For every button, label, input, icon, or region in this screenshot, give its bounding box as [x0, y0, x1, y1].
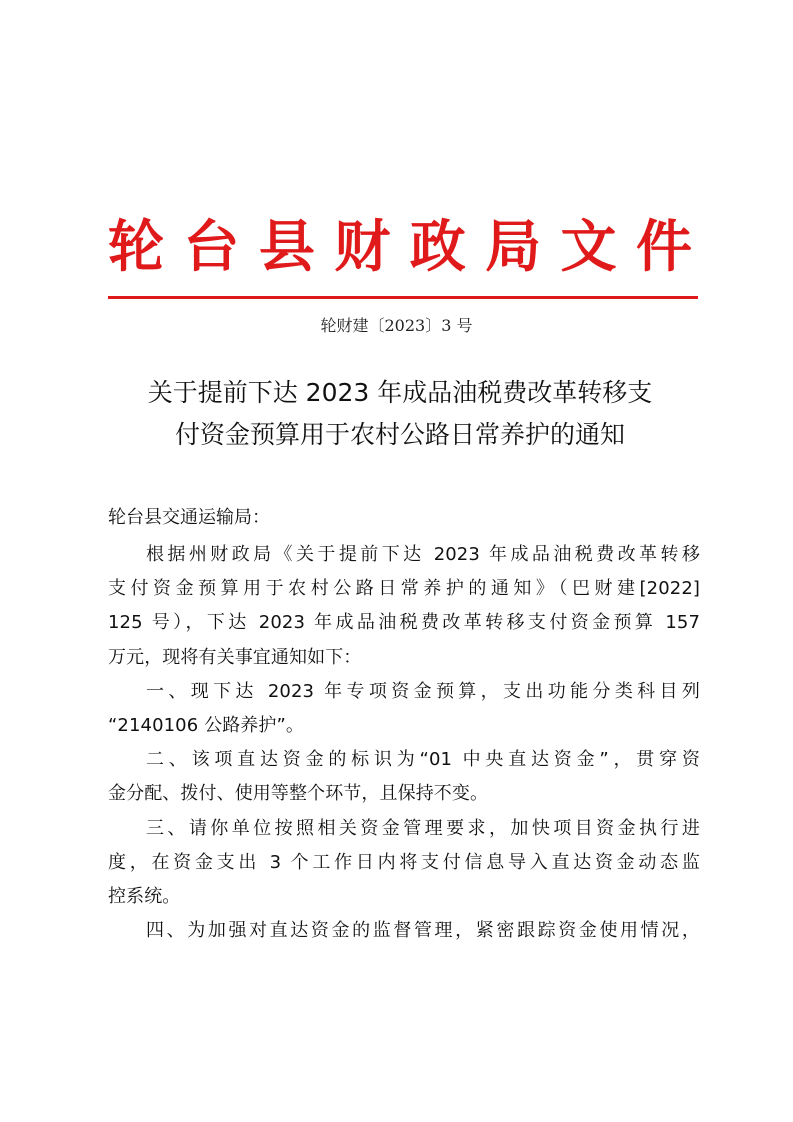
- masthead-char: 县: [258, 214, 315, 280]
- body-line: 金分配、拨付、使用等整个环节，且保持不变。: [108, 783, 489, 805]
- masthead-char: 台: [183, 214, 240, 280]
- document-number: 轮财建〔2023〕3 号: [320, 316, 473, 335]
- body-line: 三、请你单位按照相关资金管理要求，加快项目资金执行进: [146, 817, 700, 839]
- body-line: 125 号），下达 2023 年成品油税费改革转移支付资金预算 157: [108, 612, 700, 634]
- masthead-char: 件: [635, 214, 692, 280]
- body-line: 根据州财政局《关于提前下达 2023 年成品油税费改革转移: [146, 544, 700, 565]
- body-line: 控系统。: [108, 885, 181, 907]
- masthead-char: 轮: [108, 214, 164, 280]
- document-title: [100, 372, 700, 456]
- masthead-divider: [108, 296, 698, 299]
- salutation: 轮台县交通运输局：: [108, 507, 270, 528]
- body-line: 一、现下达 2023 年专项资金预算，支出功能分类科目列: [146, 680, 700, 702]
- body-line: “2140106 公路养护”。: [108, 714, 305, 736]
- masthead-title: [108, 212, 692, 282]
- body-line: 支付资金预算用于农村公路日常养护的通知》（巴财建[2022]: [108, 578, 700, 600]
- title-line: 关于提前下达 2023 年成品油税费改革转移支: [147, 378, 653, 407]
- body-line: 四、为加强对直达资金的监督管理，紧密跟踪资金使用情况，: [146, 920, 700, 942]
- masthead-char: 局: [485, 214, 542, 280]
- body-line: 度，在资金支出 3 个工作日内将支付信息导入直达资金动态监: [108, 851, 700, 873]
- body-text: [108, 538, 700, 948]
- masthead-char: 财: [334, 214, 391, 280]
- body-line: 二、该项直达资金的标识为“01 中央直达资金”，贯穿资: [146, 749, 700, 771]
- masthead-char: 文: [560, 214, 617, 280]
- body-line: 万元，现将有关事宜通知如下：: [108, 646, 362, 668]
- masthead-char: 政: [409, 214, 466, 280]
- title-line: 付资金预算用于农村公路日常养护的通知: [174, 420, 625, 449]
